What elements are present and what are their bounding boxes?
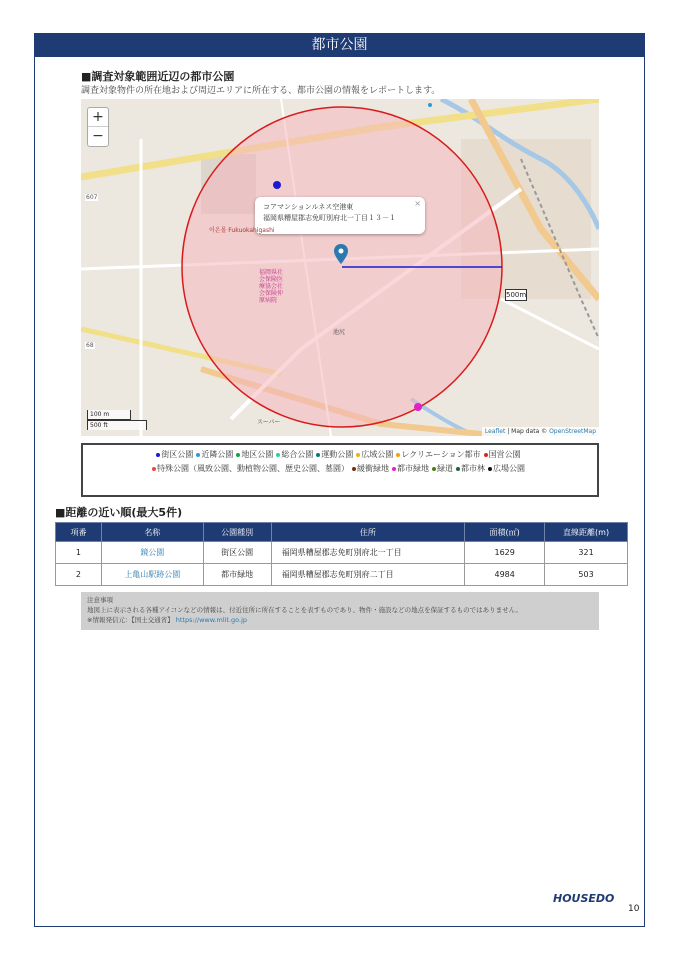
legend-dot-icon [152, 467, 156, 471]
cell-type: 街区公園 [203, 542, 271, 564]
legend-item [352, 462, 389, 476]
zoom-out-button[interactable]: − [92, 128, 104, 144]
notes-box [81, 592, 599, 630]
legend-item [276, 448, 313, 462]
legend-dot-icon [316, 453, 320, 457]
popup-property-name: コアマンションルネス空港東 [263, 203, 354, 211]
page-number: 10 [628, 904, 640, 914]
legend-item [484, 448, 521, 462]
map-label-hospital-line5: 原病院 [259, 297, 278, 304]
col-header-name: 名称 [101, 523, 203, 542]
legend-label: 広場公園 [493, 464, 525, 473]
cell-area: 1629 [465, 542, 545, 564]
legend-item [156, 448, 193, 462]
map-attribution [482, 427, 599, 436]
col-header-address: 住所 [271, 523, 465, 542]
cell-area: 4984 [465, 564, 545, 586]
map-label-hospital-line3: 療協会社 [259, 283, 284, 290]
legend-item [236, 448, 273, 462]
legend-item [152, 462, 349, 476]
zoom-control [87, 107, 109, 147]
map-label-hospital [259, 269, 283, 304]
table-row [56, 564, 628, 586]
cell-distance: 503 [545, 564, 628, 586]
scale-bar-metric: 100 m [87, 410, 131, 420]
col-header-no: 項番 [56, 523, 102, 542]
map-view[interactable] [81, 99, 599, 436]
zoom-in-button[interactable]: + [88, 108, 108, 127]
legend-dot-icon [484, 453, 488, 457]
legend-dot-icon [236, 453, 240, 457]
osm-link[interactable]: OpenStreetMap [549, 428, 596, 435]
map-label-supermarket: スーパー [257, 419, 281, 426]
legend-dot-icon [396, 453, 400, 457]
cell-park-name-link[interactable]: 上亀山駅跡公園 [101, 564, 203, 586]
section-heading-nearest: ■距離の近い順(最大5件) [55, 506, 183, 519]
map-label-ikenoue: 池尻 [333, 329, 346, 336]
legend-label: 街区公園 [161, 450, 194, 459]
notes-source-link[interactable]: https://www.mlit.go.jp [175, 616, 248, 624]
legend-dot-icon [432, 467, 436, 471]
notes-line2 [87, 615, 593, 625]
notes-title: 注意事項 [87, 596, 113, 604]
legend-label: 運動公園 [321, 450, 354, 459]
scale-bar-imperial: 500 ft [87, 420, 147, 430]
cell-no: 2 [56, 564, 102, 586]
legend-item [396, 448, 480, 462]
col-header-distance: 直線距離(m) [545, 523, 628, 542]
legend-item [488, 462, 525, 476]
scale-bar [87, 410, 147, 430]
leaflet-link[interactable]: Leaflet [484, 428, 506, 435]
legend-dot-icon [196, 453, 200, 457]
legend-label: 緑道 [437, 464, 453, 473]
popup-close-icon[interactable]: × [414, 199, 421, 208]
housedo-logo: HOUSEDO [553, 892, 615, 905]
legend-item [456, 462, 485, 476]
cell-type: 都市緑地 [203, 564, 271, 586]
property-popup [255, 197, 425, 234]
legend-item [316, 448, 353, 462]
legend-dot-icon [488, 467, 492, 471]
legend-label: 地区公園 [241, 450, 274, 459]
map-canvas [81, 99, 599, 436]
legend-label: レクリエーション都市 [401, 450, 481, 459]
legend-label: 特殊公園（風致公園、動植物公園、歴史公園、墓園） [157, 464, 349, 473]
legend-label: 国営公園 [488, 450, 521, 459]
cell-address: 福岡県糟屋郡志免町別府北一丁目 [271, 542, 465, 564]
map-label-mall: 이온몰 Fukuokahigashi [209, 227, 275, 234]
map-label-road-68: 68 [86, 342, 94, 349]
cell-no: 1 [56, 542, 102, 564]
park-type-legend [81, 443, 599, 497]
map-label-hospital-line4: 会保険仲 [259, 290, 284, 297]
col-header-type: 公園種別 [203, 523, 271, 542]
legend-dot-icon [456, 467, 460, 471]
legend-label: 都市緑地 [397, 464, 429, 473]
section-description: 調査対象物件の所在地および周辺エリアに所在する、都市公園の情報をレポートします。 [81, 86, 441, 96]
nearby-parks-table [55, 522, 628, 586]
legend-dot-icon [392, 467, 396, 471]
legend-label: 緩衝緑地 [357, 464, 389, 473]
legend-item [356, 448, 393, 462]
map-label-road-607: 607 [86, 194, 98, 201]
legend-dot-icon [276, 453, 280, 457]
page-title: 都市公園 [35, 34, 644, 57]
table-row [56, 542, 628, 564]
notes-line1: 地図上に表示される各種アイコンなどの情報は、付近住所に所在することを表すものであり、物件・施設などの地点を保証するものではありません。 [87, 606, 523, 614]
cell-distance: 321 [545, 542, 628, 564]
legend-label: 広域公園 [361, 450, 394, 459]
attribution-text: | Map data © [505, 428, 550, 435]
section-heading-nearby-parks: ■調査対象範囲近辺の都市公園 [81, 70, 235, 83]
notes-source-label: ※情報発信元：【国土交通省】 [87, 616, 176, 624]
legend-item [392, 462, 429, 476]
legend-item [196, 448, 233, 462]
legend-label: 近隣公園 [201, 450, 234, 459]
legend-label: 総合公園 [281, 450, 314, 459]
map-label-hospital-line1: 福岡県社 [259, 269, 284, 276]
legend-dot-icon [356, 453, 360, 457]
legend-item [432, 462, 453, 476]
legend-dot-icon [156, 453, 160, 457]
map-label-hospital-line2: 会保険医 [259, 276, 284, 283]
cell-park-name-link[interactable]: 鏡公園 [101, 542, 203, 564]
legend-label: 都市林 [461, 464, 485, 473]
col-header-area: 面積(㎡) [465, 523, 545, 542]
radius-label: 500m [506, 291, 527, 299]
popup-property-address: 福岡県糟屋郡志免町別府北一丁目１３－１ [263, 214, 396, 222]
legend-dot-icon [352, 467, 356, 471]
property-marker-icon[interactable] [334, 244, 348, 264]
cell-address: 福岡県糟屋郡志免町別府二丁目 [271, 564, 465, 586]
